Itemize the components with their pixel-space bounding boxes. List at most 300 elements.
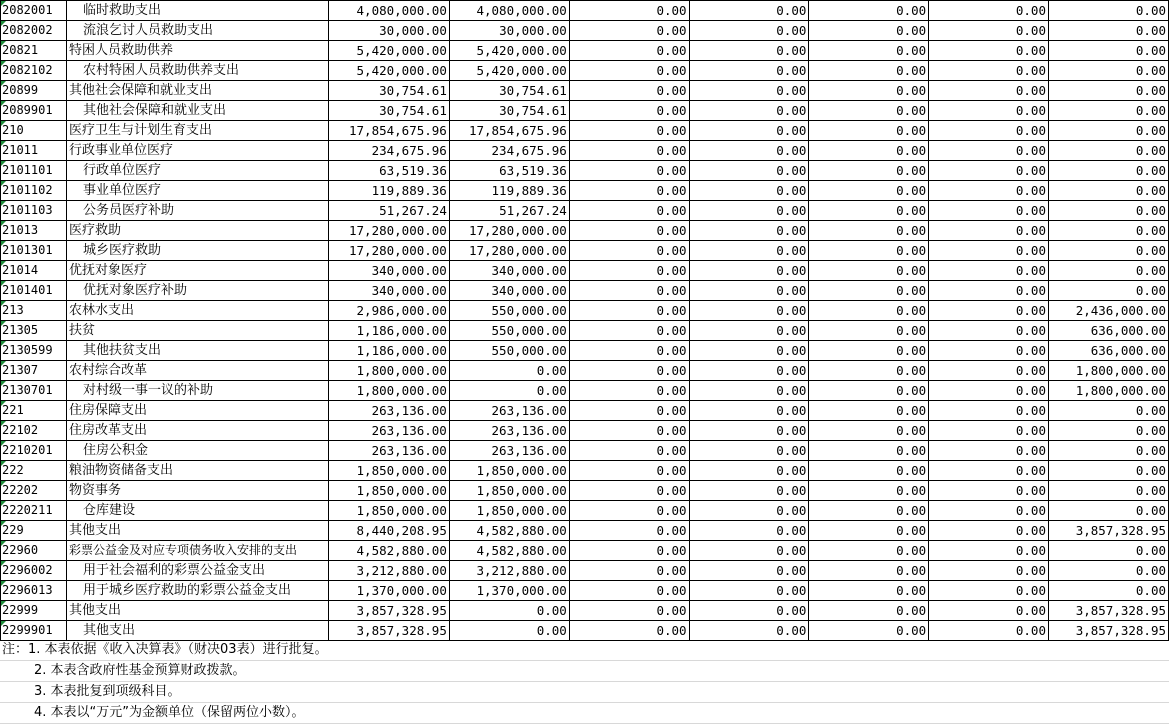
subject-name-cell[interactable]: 医疗救助 (66, 221, 328, 241)
subject-name-cell[interactable]: 其他支出 (66, 521, 328, 541)
amount-cell[interactable]: 234,675.96 (328, 141, 449, 161)
amount-cell[interactable]: 1,850,000.00 (328, 501, 449, 521)
amount-cell[interactable]: 0.00 (689, 501, 809, 521)
amount-cell[interactable]: 0.00 (1048, 401, 1168, 421)
amount-cell[interactable]: 0.00 (1048, 201, 1168, 221)
amount-cell[interactable]: 0.00 (689, 301, 809, 321)
amount-cell[interactable]: 0.00 (689, 81, 809, 101)
amount-cell[interactable]: 0.00 (929, 601, 1049, 621)
amount-cell[interactable]: 0.00 (929, 41, 1049, 61)
amount-cell[interactable]: 5,420,000.00 (449, 41, 569, 61)
amount-cell[interactable]: 0.00 (929, 621, 1049, 641)
amount-cell[interactable]: 0.00 (929, 301, 1049, 321)
amount-cell[interactable]: 5,420,000.00 (328, 41, 449, 61)
subject-code-cell[interactable]: 210 (1, 121, 67, 141)
notes-section (0, 640, 1169, 724)
amount-cell[interactable]: 0.00 (449, 381, 569, 401)
amount-cell[interactable]: 0.00 (809, 521, 929, 541)
subject-code-cell[interactable]: 2101301 (1, 241, 67, 261)
amount-cell[interactable]: 0.00 (929, 421, 1049, 441)
subject-code-cell[interactable]: 22202 (1, 481, 67, 501)
amount-cell[interactable]: 0.00 (569, 101, 689, 121)
amount-cell[interactable]: 0.00 (929, 161, 1049, 181)
amount-cell[interactable]: 0.00 (569, 241, 689, 261)
subject-name-cell[interactable]: 住房改革支出 (66, 421, 328, 441)
amount-cell[interactable]: 0.00 (929, 241, 1049, 261)
amount-cell[interactable]: 63,519.36 (328, 161, 449, 181)
amount-cell[interactable]: 0.00 (809, 181, 929, 201)
amount-cell[interactable]: 0.00 (809, 501, 929, 521)
subject-code-cell[interactable]: 2101401 (1, 281, 67, 301)
amount-cell[interactable]: 2,986,000.00 (328, 301, 449, 321)
amount-cell[interactable]: 0.00 (809, 581, 929, 601)
subject-name-cell[interactable]: 其他支出 (66, 601, 328, 621)
amount-cell[interactable]: 0.00 (569, 201, 689, 221)
amount-cell[interactable]: 1,800,000.00 (1048, 381, 1168, 401)
amount-cell[interactable]: 0.00 (1048, 41, 1168, 61)
amount-cell[interactable]: 4,080,000.00 (449, 1, 569, 21)
subject-name-cell[interactable]: 住房公积金 (66, 441, 328, 461)
amount-cell[interactable]: 0.00 (929, 381, 1049, 401)
subject-code-cell[interactable]: 21014 (1, 261, 67, 281)
subject-name-cell[interactable]: 城乡医疗救助 (66, 241, 328, 261)
subject-name-cell[interactable]: 特困人员救助供养 (66, 41, 328, 61)
subject-name-cell[interactable]: 其他扶贫支出 (66, 341, 328, 361)
amount-cell[interactable]: 0.00 (569, 61, 689, 81)
amount-cell[interactable]: 0.00 (1048, 561, 1168, 581)
amount-cell[interactable]: 0.00 (1048, 161, 1168, 181)
amount-cell[interactable]: 0.00 (569, 341, 689, 361)
amount-cell[interactable]: 0.00 (569, 501, 689, 521)
subject-name-cell[interactable]: 事业单位医疗 (66, 181, 328, 201)
amount-cell[interactable]: 0.00 (809, 261, 929, 281)
subject-name-cell[interactable]: 彩票公益金及对应专项债务收入安排的支出 (66, 541, 328, 561)
amount-cell[interactable]: 0.00 (569, 541, 689, 561)
table-row (1, 601, 1169, 621)
amount-cell[interactable]: 0.00 (689, 121, 809, 141)
amount-cell[interactable]: 0.00 (449, 361, 569, 381)
amount-cell[interactable]: 4,582,880.00 (328, 541, 449, 561)
table-row (1, 421, 1169, 441)
amount-cell[interactable]: 0.00 (929, 221, 1049, 241)
amount-cell[interactable]: 0.00 (809, 121, 929, 141)
amount-cell[interactable]: 3,857,328.95 (1048, 621, 1168, 641)
table-row (1, 541, 1169, 561)
amount-cell[interactable]: 263,136.00 (449, 401, 569, 421)
subject-name-cell[interactable]: 其他社会保障和就业支出 (66, 81, 328, 101)
amount-cell[interactable]: 0.00 (569, 181, 689, 201)
amount-cell[interactable]: 0.00 (929, 141, 1049, 161)
amount-cell[interactable]: 0.00 (689, 161, 809, 181)
amount-cell[interactable]: 30,000.00 (328, 21, 449, 41)
subject-name-cell[interactable]: 优抚对象医疗补助 (66, 281, 328, 301)
amount-cell[interactable]: 51,267.24 (328, 201, 449, 221)
amount-cell[interactable]: 0.00 (569, 301, 689, 321)
amount-cell[interactable]: 0.00 (689, 621, 809, 641)
amount-cell[interactable]: 340,000.00 (328, 261, 449, 281)
amount-cell[interactable]: 0.00 (689, 341, 809, 361)
amount-cell[interactable]: 0.00 (689, 561, 809, 581)
amount-cell[interactable]: 0.00 (809, 301, 929, 321)
subject-code-cell[interactable]: 2296002 (1, 561, 67, 581)
table-row (1, 201, 1169, 221)
amount-cell[interactable]: 63,519.36 (449, 161, 569, 181)
amount-cell[interactable]: 0.00 (689, 421, 809, 441)
subject-name-cell[interactable]: 行政事业单位医疗 (66, 141, 328, 161)
subject-code-cell[interactable]: 22102 (1, 421, 67, 441)
subject-code-cell[interactable]: 2082002 (1, 21, 67, 41)
subject-name-cell[interactable]: 住房保障支出 (66, 401, 328, 421)
amount-cell[interactable]: 0.00 (809, 541, 929, 561)
amount-cell[interactable]: 0.00 (809, 161, 929, 181)
amount-cell[interactable]: 0.00 (929, 501, 1049, 521)
amount-cell[interactable]: 0.00 (689, 541, 809, 561)
table-row (1, 21, 1169, 41)
amount-cell[interactable]: 0.00 (1048, 81, 1168, 101)
amount-cell[interactable]: 0.00 (689, 461, 809, 481)
amount-cell[interactable]: 0.00 (1048, 141, 1168, 161)
amount-cell[interactable]: 119,889.36 (449, 181, 569, 201)
amount-cell[interactable]: 5,420,000.00 (328, 61, 449, 81)
amount-cell[interactable]: 636,000.00 (1048, 341, 1168, 361)
amount-cell[interactable]: 0.00 (809, 101, 929, 121)
amount-cell[interactable]: 0.00 (569, 1, 689, 21)
amount-cell[interactable]: 0.00 (689, 21, 809, 41)
subject-name-cell[interactable]: 行政单位医疗 (66, 161, 328, 181)
amount-cell[interactable]: 263,136.00 (328, 401, 449, 421)
amount-cell[interactable]: 550,000.00 (449, 321, 569, 341)
amount-cell[interactable]: 0.00 (929, 21, 1049, 41)
amount-cell[interactable]: 0.00 (689, 101, 809, 121)
amount-cell[interactable]: 0.00 (689, 521, 809, 541)
amount-cell[interactable]: 0.00 (689, 201, 809, 221)
amount-cell[interactable]: 17,280,000.00 (328, 241, 449, 261)
amount-cell[interactable]: 0.00 (689, 261, 809, 281)
amount-cell[interactable]: 0.00 (569, 601, 689, 621)
amount-cell[interactable]: 0.00 (569, 361, 689, 381)
amount-cell[interactable]: 0.00 (689, 441, 809, 461)
table-row (1, 121, 1169, 141)
amount-cell[interactable]: 17,280,000.00 (449, 241, 569, 261)
amount-cell[interactable]: 0.00 (809, 81, 929, 101)
amount-cell[interactable]: 0.00 (809, 421, 929, 441)
subject-code-cell[interactable]: 2082001 (1, 1, 67, 21)
amount-cell[interactable]: 0.00 (1048, 61, 1168, 81)
subject-name-cell[interactable]: 优抚对象医疗 (66, 261, 328, 281)
table-row (1, 521, 1169, 541)
amount-cell[interactable]: 263,136.00 (449, 441, 569, 461)
amount-cell[interactable]: 0.00 (929, 281, 1049, 301)
amount-cell[interactable]: 3,857,328.95 (328, 621, 449, 641)
amount-cell[interactable]: 0.00 (929, 101, 1049, 121)
amount-cell[interactable]: 0.00 (809, 281, 929, 301)
amount-cell[interactable]: 4,582,880.00 (449, 541, 569, 561)
subject-code-cell[interactable]: 2089901 (1, 101, 67, 121)
subject-code-cell[interactable]: 2210201 (1, 441, 67, 461)
amount-cell[interactable]: 1,800,000.00 (1048, 361, 1168, 381)
amount-cell[interactable]: 0.00 (809, 381, 929, 401)
amount-cell[interactable]: 0.00 (569, 21, 689, 41)
subject-code-cell[interactable]: 21307 (1, 361, 67, 381)
amount-cell[interactable]: 0.00 (569, 121, 689, 141)
subject-code-cell[interactable]: 2299901 (1, 621, 67, 641)
amount-cell[interactable]: 1,850,000.00 (328, 481, 449, 501)
subject-code-cell[interactable]: 22999 (1, 601, 67, 621)
amount-cell[interactable]: 17,280,000.00 (328, 221, 449, 241)
amount-cell[interactable]: 1,186,000.00 (328, 341, 449, 361)
amount-cell[interactable]: 17,280,000.00 (449, 221, 569, 241)
amount-cell[interactable]: 0.00 (809, 601, 929, 621)
amount-cell[interactable]: 1,800,000.00 (328, 381, 449, 401)
subject-code-cell[interactable]: 2130599 (1, 341, 67, 361)
amount-cell[interactable]: 0.00 (809, 201, 929, 221)
amount-cell[interactable]: 0.00 (1048, 421, 1168, 441)
subject-name-cell[interactable]: 物资事务 (66, 481, 328, 501)
amount-cell[interactable]: 30,754.61 (449, 81, 569, 101)
amount-cell[interactable]: 0.00 (929, 461, 1049, 481)
amount-cell[interactable]: 0.00 (569, 161, 689, 181)
amount-cell[interactable]: 1,850,000.00 (449, 501, 569, 521)
amount-cell[interactable]: 0.00 (689, 1, 809, 21)
amount-cell[interactable]: 0.00 (809, 41, 929, 61)
amount-cell[interactable]: 0.00 (929, 561, 1049, 581)
amount-cell[interactable]: 1,800,000.00 (328, 361, 449, 381)
amount-cell[interactable]: 30,754.61 (328, 101, 449, 121)
amount-cell[interactable]: 0.00 (569, 441, 689, 461)
subject-name-cell[interactable]: 流浪乞讨人员救助支出 (66, 21, 328, 41)
subject-code-cell[interactable]: 21305 (1, 321, 67, 341)
amount-cell[interactable]: 0.00 (929, 121, 1049, 141)
amount-cell[interactable]: 0.00 (929, 521, 1049, 541)
amount-cell[interactable]: 0.00 (689, 141, 809, 161)
amount-cell[interactable]: 3,212,880.00 (328, 561, 449, 581)
amount-cell[interactable]: 1,370,000.00 (328, 581, 449, 601)
amount-cell[interactable]: 0.00 (689, 381, 809, 401)
amount-cell[interactable]: 0.00 (929, 321, 1049, 341)
amount-cell[interactable]: 0.00 (689, 321, 809, 341)
amount-cell[interactable]: 51,267.24 (449, 201, 569, 221)
amount-cell[interactable]: 30,000.00 (449, 21, 569, 41)
table-row (1, 301, 1169, 321)
amount-cell[interactable]: 1,370,000.00 (449, 581, 569, 601)
amount-cell[interactable]: 5,420,000.00 (449, 61, 569, 81)
amount-cell[interactable]: 1,850,000.00 (328, 461, 449, 481)
subject-name-cell[interactable]: 仓库建设 (66, 501, 328, 521)
amount-cell[interactable]: 0.00 (809, 481, 929, 501)
amount-cell[interactable]: 340,000.00 (328, 281, 449, 301)
amount-cell[interactable]: 0.00 (1048, 581, 1168, 601)
amount-cell[interactable]: 4,582,880.00 (449, 521, 569, 541)
subject-name-cell[interactable]: 用于城乡医疗救助的彩票公益金支出 (66, 581, 328, 601)
amount-cell[interactable]: 0.00 (1048, 281, 1168, 301)
subject-code-cell[interactable]: 2101101 (1, 161, 67, 181)
amount-cell[interactable]: 0.00 (809, 321, 929, 341)
amount-cell[interactable]: 0.00 (569, 261, 689, 281)
subject-code-cell[interactable]: 2130701 (1, 381, 67, 401)
amount-cell[interactable]: 0.00 (1048, 221, 1168, 241)
amount-cell[interactable]: 0.00 (929, 1, 1049, 21)
amount-cell[interactable]: 0.00 (809, 441, 929, 461)
amount-cell[interactable]: 0.00 (689, 181, 809, 201)
amount-cell[interactable]: 0.00 (809, 1, 929, 21)
amount-cell[interactable]: 550,000.00 (449, 341, 569, 361)
amount-cell[interactable]: 17,854,675.96 (328, 121, 449, 141)
amount-cell[interactable]: 0.00 (569, 141, 689, 161)
amount-cell[interactable]: 0.00 (569, 561, 689, 581)
subject-code-cell[interactable]: 20821 (1, 41, 67, 61)
amount-cell[interactable]: 4,080,000.00 (328, 1, 449, 21)
amount-cell[interactable]: 0.00 (689, 361, 809, 381)
amount-cell[interactable]: 0.00 (449, 601, 569, 621)
amount-cell[interactable]: 0.00 (1048, 21, 1168, 41)
amount-cell[interactable]: 0.00 (689, 61, 809, 81)
amount-cell[interactable]: 0.00 (569, 581, 689, 601)
subject-name-cell[interactable]: 农林水支出 (66, 301, 328, 321)
amount-cell[interactable]: 0.00 (929, 201, 1049, 221)
amount-cell[interactable]: 0.00 (929, 401, 1049, 421)
amount-cell[interactable]: 0.00 (689, 281, 809, 301)
subject-name-cell[interactable]: 农村特困人员救助供养支出 (66, 61, 328, 81)
subject-name-cell[interactable]: 对村级一事一议的补助 (66, 381, 328, 401)
subject-name-cell[interactable]: 用于社会福利的彩票公益金支出 (66, 561, 328, 581)
subject-code-cell[interactable]: 2101102 (1, 181, 67, 201)
amount-cell[interactable]: 0.00 (1048, 181, 1168, 201)
amount-cell[interactable]: 0.00 (929, 61, 1049, 81)
amount-cell[interactable]: 2,436,000.00 (1048, 301, 1168, 321)
table-row (1, 321, 1169, 341)
subject-name-cell[interactable]: 其他支出 (66, 621, 328, 641)
subject-code-cell[interactable]: 229 (1, 521, 67, 541)
amount-cell[interactable]: 0.00 (569, 81, 689, 101)
amount-cell[interactable]: 0.00 (929, 341, 1049, 361)
subject-code-cell[interactable]: 2296013 (1, 581, 67, 601)
amount-cell[interactable]: 0.00 (569, 281, 689, 301)
amount-cell[interactable]: 0.00 (929, 581, 1049, 601)
subject-name-cell[interactable]: 农村综合改革 (66, 361, 328, 381)
amount-cell[interactable]: 0.00 (929, 181, 1049, 201)
amount-cell[interactable]: 30,754.61 (328, 81, 449, 101)
amount-cell[interactable]: 0.00 (569, 41, 689, 61)
amount-cell[interactable]: 234,675.96 (449, 141, 569, 161)
amount-cell[interactable]: 0.00 (689, 601, 809, 621)
amount-cell[interactable]: 3,857,328.95 (1048, 601, 1168, 621)
amount-cell[interactable]: 263,136.00 (449, 421, 569, 441)
amount-cell[interactable]: 340,000.00 (449, 281, 569, 301)
subject-code-cell[interactable]: 20899 (1, 81, 67, 101)
amount-cell[interactable]: 3,857,328.95 (328, 601, 449, 621)
amount-cell[interactable]: 0.00 (809, 61, 929, 81)
amount-cell[interactable]: 0.00 (1048, 261, 1168, 281)
amount-cell[interactable]: 0.00 (689, 221, 809, 241)
amount-cell[interactable]: 0.00 (1048, 481, 1168, 501)
amount-cell[interactable]: 0.00 (1048, 241, 1168, 261)
amount-cell[interactable]: 0.00 (1048, 441, 1168, 461)
amount-cell[interactable]: 0.00 (929, 361, 1049, 381)
amount-cell[interactable]: 0.00 (929, 541, 1049, 561)
amount-cell[interactable]: 3,212,880.00 (449, 561, 569, 581)
amount-cell[interactable]: 0.00 (1048, 461, 1168, 481)
amount-cell[interactable]: 0.00 (689, 241, 809, 261)
amount-cell[interactable]: 0.00 (809, 241, 929, 261)
amount-cell[interactable]: 0.00 (1048, 101, 1168, 121)
amount-cell[interactable]: 0.00 (929, 81, 1049, 101)
amount-cell[interactable]: 0.00 (689, 401, 809, 421)
amount-cell[interactable]: 1,850,000.00 (449, 481, 569, 501)
amount-cell[interactable]: 8,440,208.95 (328, 521, 449, 541)
subject-code-cell[interactable]: 2220211 (1, 501, 67, 521)
amount-cell[interactable]: 0.00 (929, 481, 1049, 501)
amount-cell[interactable]: 263,136.00 (328, 441, 449, 461)
amount-cell[interactable]: 0.00 (569, 401, 689, 421)
amount-cell[interactable]: 1,186,000.00 (328, 321, 449, 341)
amount-cell[interactable]: 0.00 (809, 221, 929, 241)
amount-cell[interactable]: 0.00 (689, 481, 809, 501)
amount-cell[interactable]: 0.00 (1048, 501, 1168, 521)
amount-cell[interactable]: 0.00 (569, 521, 689, 541)
amount-cell[interactable]: 0.00 (449, 621, 569, 641)
amount-cell[interactable]: 1,850,000.00 (449, 461, 569, 481)
amount-cell[interactable]: 636,000.00 (1048, 321, 1168, 341)
table-row (1, 241, 1169, 261)
subject-code-cell[interactable]: 22960 (1, 541, 67, 561)
amount-cell[interactable]: 0.00 (809, 461, 929, 481)
amount-cell[interactable]: 550,000.00 (449, 301, 569, 321)
subject-name-cell[interactable]: 其他社会保障和就业支出 (66, 101, 328, 121)
amount-cell[interactable]: 0.00 (569, 381, 689, 401)
amount-cell[interactable]: 0.00 (1048, 121, 1168, 141)
amount-cell[interactable]: 0.00 (689, 581, 809, 601)
amount-cell[interactable]: 0.00 (809, 141, 929, 161)
amount-cell[interactable]: 0.00 (1048, 541, 1168, 561)
amount-cell[interactable]: 0.00 (689, 41, 809, 61)
amount-cell[interactable]: 0.00 (809, 401, 929, 421)
subject-code-cell[interactable]: 222 (1, 461, 67, 481)
subject-code-cell[interactable]: 221 (1, 401, 67, 421)
subject-code-cell[interactable]: 2101103 (1, 201, 67, 221)
amount-cell[interactable]: 30,754.61 (449, 101, 569, 121)
subject-code-cell[interactable]: 213 (1, 301, 67, 321)
note-3: 3. 本表批复到项级科目。 (0, 682, 1169, 703)
amount-cell[interactable]: 17,854,675.96 (449, 121, 569, 141)
subject-name-cell[interactable]: 扶贫 (66, 321, 328, 341)
amount-cell[interactable]: 0.00 (929, 441, 1049, 461)
amount-cell[interactable]: 0.00 (809, 341, 929, 361)
subject-name-cell[interactable]: 粮油物资储备支出 (66, 461, 328, 481)
amount-cell[interactable]: 0.00 (569, 221, 689, 241)
subject-name-cell[interactable]: 临时救助支出 (66, 1, 328, 21)
subject-code-cell[interactable]: 21013 (1, 221, 67, 241)
subject-code-cell[interactable]: 21011 (1, 141, 67, 161)
amount-cell[interactable]: 0.00 (929, 261, 1049, 281)
amount-cell[interactable]: 0.00 (809, 21, 929, 41)
amount-cell[interactable]: 0.00 (809, 561, 929, 581)
amount-cell[interactable]: 263,136.00 (328, 421, 449, 441)
amount-cell[interactable]: 0.00 (1048, 1, 1168, 21)
amount-cell[interactable]: 0.00 (569, 321, 689, 341)
amount-cell[interactable]: 0.00 (569, 621, 689, 641)
amount-cell[interactable]: 0.00 (569, 481, 689, 501)
amount-cell[interactable]: 0.00 (569, 421, 689, 441)
subject-name-cell[interactable]: 公务员医疗补助 (66, 201, 328, 221)
subject-code-cell[interactable]: 2082102 (1, 61, 67, 81)
amount-cell[interactable]: 119,889.36 (328, 181, 449, 201)
subject-name-cell[interactable]: 医疗卫生与计划生育支出 (66, 121, 328, 141)
amount-cell[interactable]: 340,000.00 (449, 261, 569, 281)
amount-cell[interactable]: 0.00 (809, 361, 929, 381)
amount-cell[interactable]: 3,857,328.95 (1048, 521, 1168, 541)
amount-cell[interactable]: 0.00 (809, 621, 929, 641)
amount-cell[interactable]: 0.00 (569, 461, 689, 481)
